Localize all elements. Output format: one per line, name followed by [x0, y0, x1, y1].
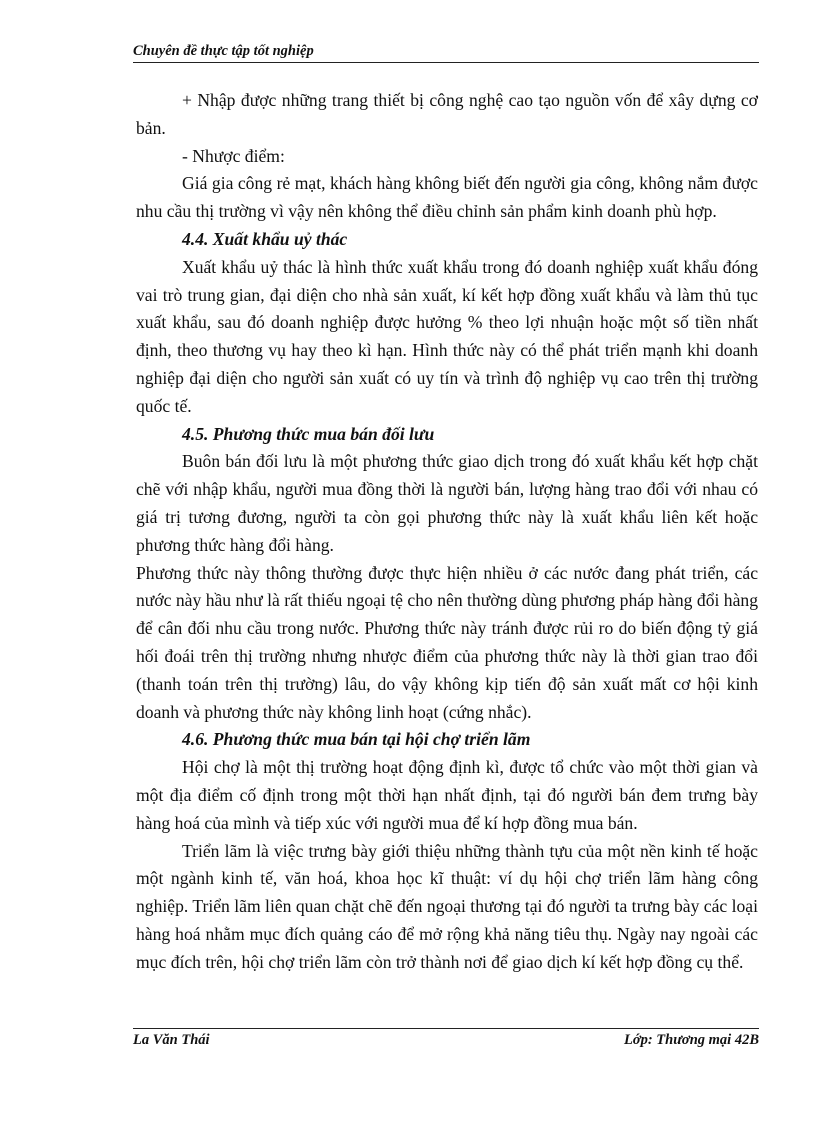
paragraph-disadvantage-text: Giá gia công rẻ mạt, khách hàng không biết đến người gia công, không nắm được nhu cầu thị trường vì vậy nên không thể điều chỉnh sản phẩm kinh doanh phù hợp.: [136, 173, 758, 222]
paragraph-entrusted-export: Xuất khẩu uỷ thác là hình thức xuất khẩu trong đó doanh nghiệp xuất khẩu đóng vai trò trung gian, đại diện cho nhà sản xuất, kí kết hợp đồng xuất khẩu và làm thủ tục xuất khẩu, sau đó doanh nghiệp được hưởng % theo lợi nhuận hoặc một số tiền nhất định, theo thương vụ hay theo kì hạn. Hình thức này có thể phát triển mạnh khi doanh nghiệp đại diện cho người sản xuất có uy tín và trình độ nghiệp vụ cao trên thị trường quốc tế.: [136, 256, 758, 416]
footer-author: La Văn Thái: [133, 1032, 210, 1048]
page-footer: [133, 1028, 759, 1049]
paragraph-trade-fair: Hội chợ là một thị trường hoạt động định kì, được tổ chức vào một thời gian và một địa điểm cố định trong một thời hạn nhất định, tại đó người bán đem trưng bày hàng hoá của mình và tiếp xúc với người mua để kí hợp đồng mua bán.: [136, 757, 758, 833]
section-heading-4-5: 4.5. Phương thức mua bán đối lưu: [182, 423, 435, 444]
section-heading-4-4: 4.4. Xuất khẩu uỷ thác: [182, 228, 348, 249]
paragraph-advantage-equipment: + Nhập được những trang thiết bị công nghệ cao tạo nguồn vốn để xây dựng cơ bản.: [136, 90, 758, 138]
paragraph-counter-trade-details: Phương thức này thông thường được thực hiện nhiều ở các nước đang phát triển, các nước này hầu như là rất thiếu ngoại tệ cho nên thường dùng phương pháp hàng đổi hàng để cân đối nhu cầu trong nước. Phương thức này tránh được rủi ro do biến động tỷ giá hối đoái trên thị trường nhưng nhược điểm của phương thức này là thời gian trao đổi (thanh toán trên thị trường) lâu, do vậy không kịp tiến độ sản xuất mất cơ hội kinh doanh và phương thức này không linh hoạt (cứng nhắc).: [136, 562, 758, 722]
footer-class: Lớp: Thương mại 42B: [623, 1032, 759, 1048]
paragraph-counter-trade: Buôn bán đối lưu là một phương thức giao dịch trong đó xuất khẩu kết hợp chặt chẽ với nhập khẩu, người mua đồng thời là người bán, lượng hàng trao đổi với nhau có giá trị tương đương, người ta còn gọi phương thức này là xuất khẩu liên kết hoặc phương thức hàng đổi hàng.: [136, 451, 758, 555]
paragraph-disadvantage-label: - Nhược điểm:: [182, 145, 285, 166]
page-header: [133, 42, 759, 63]
section-heading-4-6: 4.6. Phương thức mua bán tại hội chợ triển lãm: [182, 729, 531, 750]
paragraph-exhibition: Triển lãm là việc trưng bày giới thiệu những thành tựu của một nền kinh tế hoặc một ngành kinh tế, văn hoá, khoa học kĩ thuật: ví dụ hội chợ triển lãm hàng công nghiệp. Triển lãm liên quan chặt chẽ đến ngoại thương tại đó người ta trưng bày các loại hàng hoá nhằm mục đích quảng cáo để mở rộng khả năng tiêu thụ. Ngày nay ngoài các mục đích trên, hội chợ triển lãm còn trở thành nơi để giao dịch kí kết hợp đồng cụ thể.: [136, 840, 758, 972]
header-title: Chuyên đề thực tập tốt nghiệp: [133, 43, 314, 59]
document-body: [136, 87, 758, 977]
